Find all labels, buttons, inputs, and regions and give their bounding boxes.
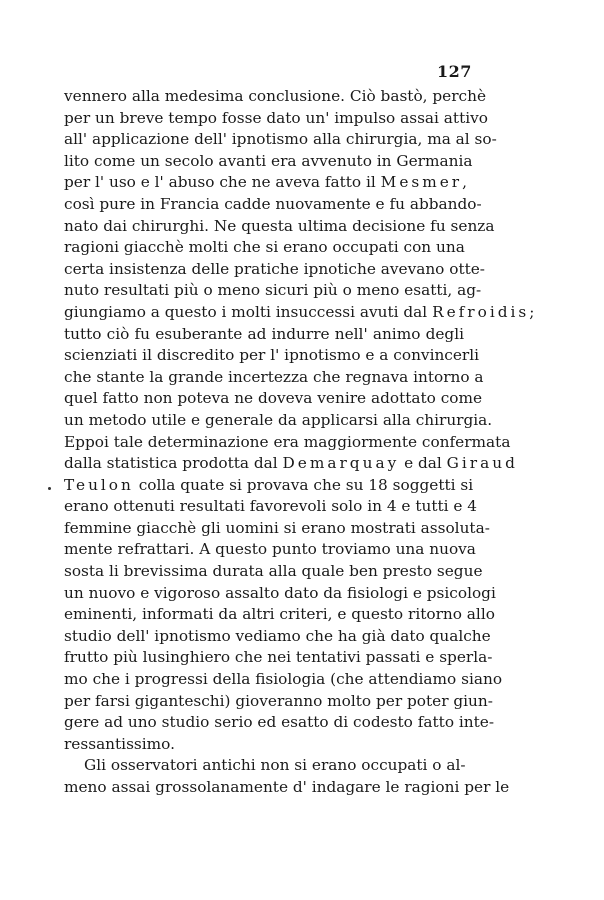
text-segment: eminenti, informati da altri criteri, e questo ritorno allo (64, 605, 495, 624)
text-segment: femmine giacchè gli uomini si erano mostrati assoluta- (64, 518, 490, 537)
text-segment: erano ottenuti resultati favorevoli solo in 4 e tutti e 4 (64, 497, 478, 516)
text-segment: nuto resultati più o meno sicuri più o meno esatti, ag- (64, 281, 482, 300)
body-text (64, 86, 535, 799)
text-segment: gere ad uno studio serio ed esatto di codesto fatto inte- (64, 713, 495, 732)
spaced-name: Teulon (64, 475, 134, 494)
text-line (64, 604, 495, 626)
text-line (64, 151, 473, 173)
text-line (64, 647, 493, 669)
spaced-name: Mesmer (380, 173, 463, 192)
text-line (64, 496, 478, 518)
text-segment: frutto più lusinghiero che nei tentativi passati e sperla- (64, 648, 493, 667)
text-segment: studio dell' ipnotismo vediamo che ha già dato qualche (64, 626, 491, 645)
text-segment: scienziati il discredito per l' ipnotismo e a convincerli (64, 346, 480, 365)
text-line (64, 626, 491, 648)
text-line (64, 691, 493, 713)
text-line (64, 237, 464, 259)
text-segment: un nuovo e vigoroso assalto dato da fisiologi e psicologi (64, 583, 496, 602)
text-line (64, 669, 503, 691)
text-segment: ; (529, 302, 535, 321)
spaced-name: Refroidis (432, 302, 530, 321)
text-line (64, 324, 464, 346)
text-line (64, 86, 487, 108)
text-segment: meno assai grossolanamente d' indagare le ragioni per le (64, 778, 510, 796)
text-segment: per un breve tempo fosse dato un' impulso assai attivo (64, 108, 488, 127)
text-line (64, 777, 510, 799)
text-segment: dalla statistica prodotta dal (64, 454, 283, 473)
text-segment: nato dai chirurghi. Ne questa ultima decisione fu senza (64, 216, 495, 235)
text-line (64, 518, 490, 540)
text-line (64, 345, 480, 367)
text-segment: Gli osservatori antichi non si erano occupati o al- (84, 756, 466, 775)
text-segment: mente refrattari. A questo punto troviamo una nuova (64, 540, 476, 559)
text-line (64, 367, 484, 389)
text-segment: ragioni giacchè molti che si erano occupati con una (64, 238, 465, 257)
ink-speck (48, 487, 51, 490)
text-line (64, 194, 482, 216)
text-line (64, 712, 495, 734)
text-line (64, 453, 518, 475)
text-segment: tutto ciò fu esuberante ad indurre nell' animo degli (64, 324, 464, 343)
text-line (64, 755, 464, 777)
spaced-name: Demarquay (282, 454, 400, 473)
text-segment: , (462, 173, 467, 192)
text-segment: così pure in Francia cadde nuovamente e fu abbando- (64, 194, 482, 213)
text-segment: per l' uso e l' abuso che ne aveva fatto il (64, 173, 381, 192)
text-segment: vennero alla medesima conclusione. Ciò bastò, perchè (64, 87, 487, 105)
page-number: 127 (437, 62, 472, 81)
text-line (64, 561, 483, 583)
text-line (64, 539, 476, 561)
text-segment: un metodo utile e generale da applicarsi alla chirurgia. (64, 410, 493, 429)
text-segment: lito come un secolo avanti era avvenuto in Germania (64, 151, 473, 170)
text-line (64, 108, 488, 130)
text-segment: che stante la grande incertezza che regnava intorno a (64, 367, 484, 386)
text-segment: quel fatto non poteva ne doveva venire adottato come (64, 389, 483, 408)
text-line (64, 583, 496, 605)
text-segment: sosta li brevissima durata alla quale ben presto segue (64, 562, 483, 581)
text-line (64, 172, 467, 194)
text-segment: ressantissimo. (64, 734, 175, 753)
text-segment: per farsi giganteschi) gioveranno molto per poter giun- (64, 691, 493, 710)
text-segment: giungiamo a questo i molti insuccessi avuti dal (64, 302, 433, 321)
text-line (64, 302, 535, 324)
text-line (64, 280, 482, 302)
text-line (64, 129, 497, 151)
text-line (64, 734, 464, 756)
text-segment: all' applicazione dell' ipnotismo alla chirurgia, ma al so- (64, 130, 497, 149)
text-line (64, 216, 495, 238)
text-segment: mo che i progressi della fisiologia (che attendiamo siano (64, 670, 503, 689)
text-segment: certa insistenza delle pratiche ipnotiche avevano otte- (64, 259, 485, 278)
text-segment: e dal (399, 454, 447, 473)
text-segment: colla quate si provava che su 18 soggetti si (133, 475, 474, 494)
text-segment: Eppoi tale determinazione era maggiormente confermata (64, 432, 511, 451)
text-line (64, 410, 493, 432)
text-line (64, 388, 483, 410)
text-line (64, 475, 474, 497)
text-line (64, 432, 511, 454)
spaced-name: Giraud (446, 454, 518, 473)
text-line (64, 259, 485, 281)
